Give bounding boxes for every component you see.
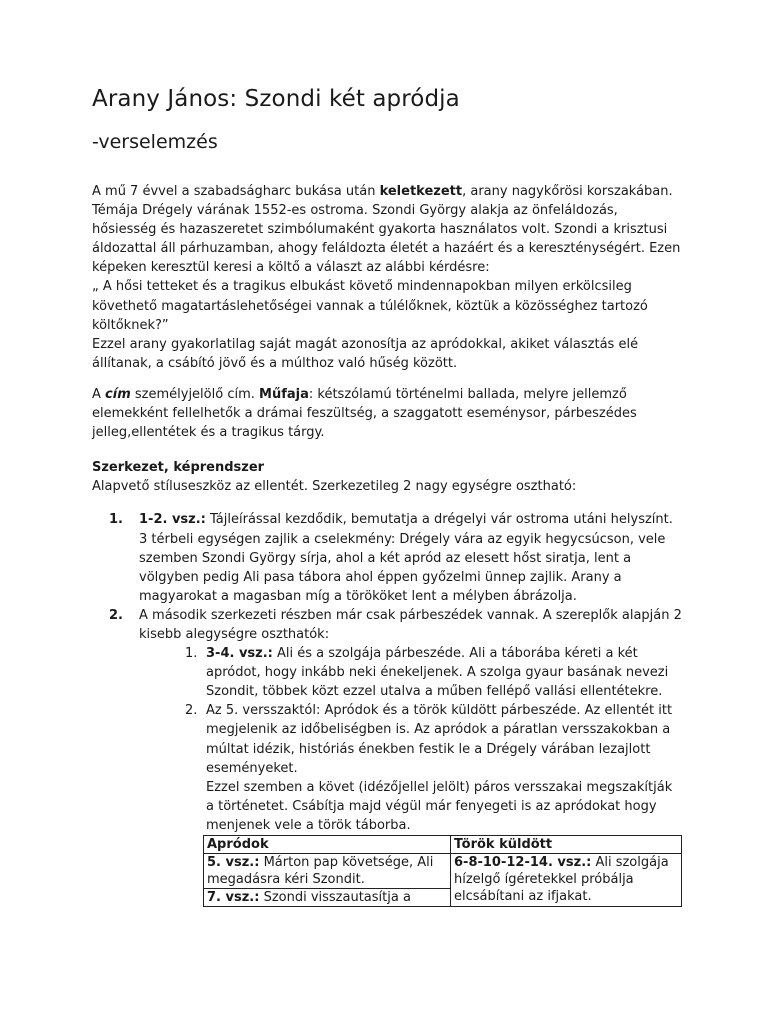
intro-quote: „ A hősi tetteket és a tragikus elbukást követő mindennapokban milyen erkölcsileg követhető magatartáslehetőségei vannak a túlélőknek, köztük a közösséghez tartozó költőknek?” (92, 279, 648, 333)
list-item-1: 1. 1-2. vsz.: Tájleírással kezdődik, bemutatja a drégelyi vár ostroma utáni helyszínt. 3 térbeli egységen zajlik a cselekmény: Drégely vára az egyik hegycsúcson, vele szemben Szondi György sírja, ahol a két apród az elesett hőst siratja, lent a völgyben pedig Ali pasa tábora ahol éppen győzelmi ünnep zajlik. Arany a magyarokat a magasban míg a törököket lent a mélyben ábrázolja. (109, 512, 673, 604)
table-cell: 6-8-10-12-14. vsz.: Ali szolgája hízelgő ígéretekkel próbálja elcsábítani az ifjakat. (451, 854, 682, 907)
structure-list (92, 510, 682, 835)
mufaja-bold: Műfaja (259, 386, 309, 402)
sub-list-item-1: 1. 3-4. vsz.: Ali és a szolgája párbeszéde. Ali a táborába kéreti a két apródot, hogy inkább neki énekeljenek. A szolga gyaur basának nevezi Szondit, többek közt ezzel utalva a műben fellépő vallási ellentétekre. (185, 646, 669, 700)
table-header-torok: Török küldött (451, 836, 682, 854)
list-number-2: 2. (109, 607, 123, 623)
sub-list-item-2: 2. Az 5. versszaktól: Apródok és a török küldött párbeszéde. Az ellentét itt megjelenik az időbeliségben is. Az apródok a páratlan versszakokban a múltat idézik, históriás énekben festik le a Drégely várában lezajlott eseményeket. Ezzel szemben a követ (idézőjellel jelölt) páros versszakai megszakítják a történetet. Csábítja majd végül már fenyegeti is az apródokat hogy menjenek vele a török táborba. (185, 703, 673, 833)
list-number-1: 1. (109, 512, 123, 528)
genre-paragraph: A cím személyjelölő cím. Műfaja: kétszólamú történelmi ballada, melyre jellemző elemekként fellelhetők a drámai feszültség, a szaggatott eseménysor, párbeszédes jelleg,ellentétek és a tragikus tárgy. (92, 386, 637, 441)
table-header-row (204, 836, 682, 854)
intro-paragraph: A mű 7 évvel a szabadságharc bukása után keletkezett, arany nagykőrösi korszakában. Témája Drégely várának 1552-es ostroma. Szondi György alakja az önfeláldozás, hősiesség és hazaszeretet szimbólumaként gyakorta használatos volt. Szondi a krisztusi áldozattal áll párhuzamban, ahogy feláldozta életét a hazáért és a kereszténységért. Ezen képeken keresztül keresi a költő a választ az alábbi kérdésre: (92, 184, 681, 276)
document-body (92, 182, 682, 907)
document-title: Arany János: Szondi két apródja (92, 86, 460, 112)
structure-line: Alapvető stíluseszköz az ellentét. Szerkezetileg 2 nagy egységre osztható: (92, 479, 577, 495)
document-subtitle: -verselemzés (92, 131, 218, 153)
keletkezett-bold: keletkezett (379, 184, 463, 199)
comparison-table (203, 835, 682, 907)
table-header-aprodok: Apródok (204, 836, 451, 854)
intro-conclusion: Ezzel arany gyakorlatilag saját magát azonosítja az apródokkal, akiket választás elé állítanak, a csábító jövő és a múlthoz való hűség között. (92, 336, 639, 371)
table-row (204, 854, 682, 889)
cim-bold: cím (105, 386, 131, 402)
table-cell: 5. vsz.: Márton pap követsége, Ali megadásra kéri Szondit. (204, 854, 451, 889)
table-cell: 7. vsz.: Szondi visszautasítja a (204, 889, 451, 907)
list-item-2: 2. A második szerkezeti részben már csak párbeszédek vannak. A szereplők alapján 2 kisebb alegységre oszthatók: (109, 607, 682, 642)
structure-heading: Szerkezet, képrendszer (92, 460, 265, 476)
